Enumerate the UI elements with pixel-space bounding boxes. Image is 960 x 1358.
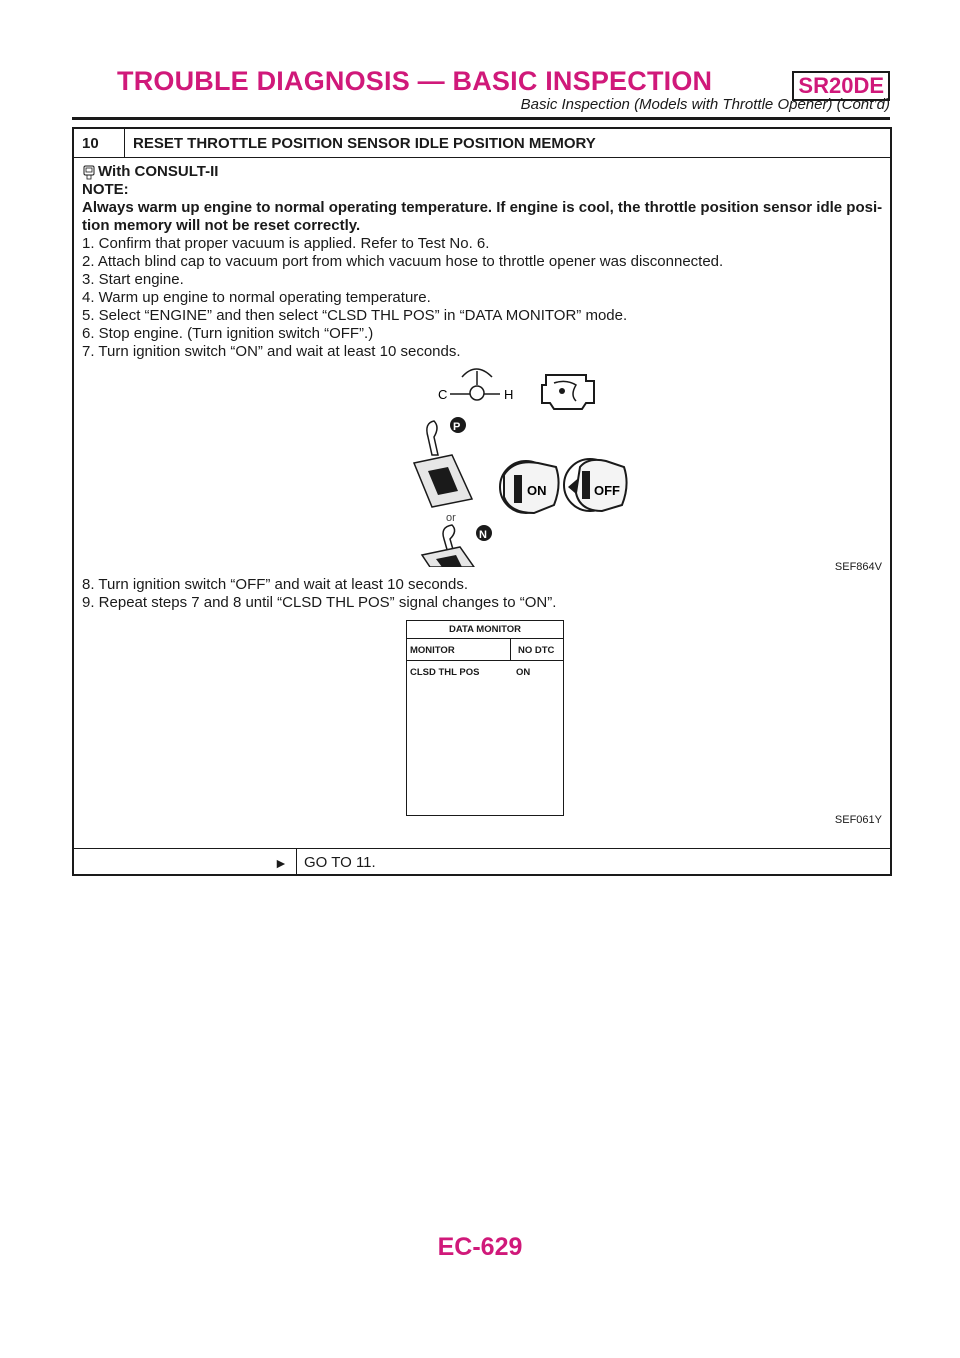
step-header-row <box>74 129 890 158</box>
page-subtitle: Basic Inspection (Models with Throttle Opener) (Cont’d) <box>520 96 890 113</box>
key-off-label: OFF <box>594 483 620 498</box>
page-number: EC-629 <box>437 1233 523 1261</box>
monitor-divider <box>407 638 563 639</box>
monitor-item-label: CLSD THL POS <box>410 667 480 678</box>
consult-label: With CONSULT-II <box>98 163 219 180</box>
data-monitor-screen <box>406 620 564 816</box>
monitor-divider <box>407 660 563 661</box>
next-step-link[interactable]: GO TO 11. <box>304 854 376 871</box>
temperature-gauge-icon <box>450 369 500 400</box>
step-divider <box>124 129 125 157</box>
key-on-label: ON <box>527 483 547 498</box>
procedure-step: 9. Repeat steps 7 and 8 until “CLSD THL POS” signal changes to “ON”. <box>82 594 557 611</box>
procedure-step: 2. Attach blind cap to vacuum port from which vacuum hose to throttle opener was disconnected. <box>82 253 724 270</box>
consult-line <box>82 163 884 181</box>
page-title: TROUBLE DIAGNOSIS — BASIC INSPECTION <box>117 66 713 96</box>
procedure-step: 7. Turn ignition switch “ON” and wait at least 10 seconds. <box>82 343 461 360</box>
note-label: NOTE: <box>82 181 129 198</box>
procedure-step: 5. Select “ENGINE” and then select “CLSD THL POS” in “DATA MONITOR” mode. <box>82 307 628 324</box>
engine-check-icon <box>542 375 594 409</box>
monitor-title: DATA MONITOR <box>449 624 521 635</box>
note-text-line-2: tion memory will not be reset correctly. <box>82 217 361 234</box>
shift-park-label: P <box>453 421 461 433</box>
result-row <box>74 848 890 875</box>
procedure-step: 3. Start engine. <box>82 271 184 288</box>
step-title: RESET THROTTLE POSITION SENSOR IDLE POSITION MEMORY <box>133 135 596 152</box>
consult-tool-icon <box>82 165 96 180</box>
procedure-step: 8. Turn ignition switch “OFF” and wait at least 10 seconds. <box>82 576 469 593</box>
result-arrow-icon: ► <box>274 855 288 871</box>
or-label: or <box>446 512 456 524</box>
monitor-column-divider <box>510 638 511 660</box>
step-body <box>82 163 884 361</box>
procedure-step: 4. Warm up engine to normal operating temperature. <box>82 289 431 306</box>
monitor-status-label: NO DTC <box>518 645 555 656</box>
gauge-cold-label: C <box>438 387 448 402</box>
figure-code: SEF864V <box>834 561 882 573</box>
ignition-key-off-figure <box>562 453 632 517</box>
procedure-step: 1. Confirm that proper vacuum is applied. Refer to Test No. 6. <box>82 235 490 252</box>
page-header <box>72 66 890 118</box>
step-number: 10 <box>82 135 99 152</box>
shift-neutral-label: N <box>479 529 487 541</box>
model-code-badge: SR20DE <box>792 71 890 101</box>
header-divider <box>72 117 890 120</box>
monitor-column-label: MONITOR <box>410 645 455 656</box>
result-divider <box>296 849 297 875</box>
diagnosis-step-box <box>72 127 892 876</box>
monitor-item-value: ON <box>516 667 531 678</box>
note-text-line-1: Always warm up engine to normal operating temperature. If engine is cool, the throttle position sensor idle posi- <box>82 199 883 216</box>
procedure-step: 6. Stop engine. (Turn ignition switch “OFF”.) <box>82 325 374 342</box>
step-body-continued <box>82 576 884 612</box>
shift-lever-park-icon <box>414 417 472 507</box>
gauge-hot-label: H <box>504 387 514 402</box>
figure-code: SEF061Y <box>834 814 882 826</box>
